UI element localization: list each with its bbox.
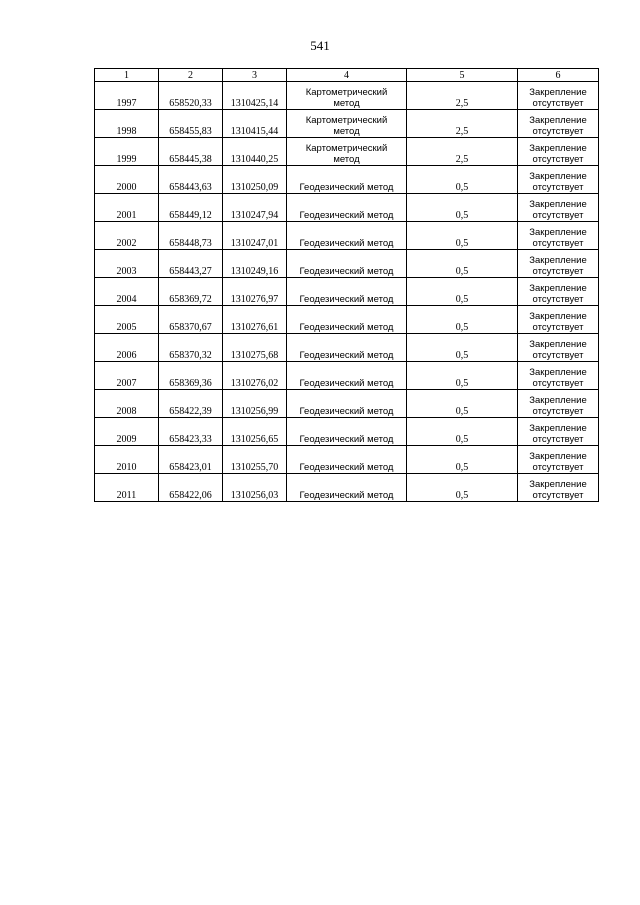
method-cell xyxy=(287,474,407,502)
fixing-description-cell xyxy=(518,474,599,502)
fixing-description-text: Закрепление отсутствует xyxy=(529,423,587,445)
column-header-4: 4 xyxy=(287,69,407,82)
fixing-description-text: Закрепление отсутствует xyxy=(529,479,587,501)
fixing-description-cell xyxy=(518,166,599,194)
method-cell xyxy=(287,278,407,306)
method-text: Геодезический метод xyxy=(299,378,394,389)
x-coordinate-text: 658370,67 xyxy=(169,322,212,333)
fixing-description-cell xyxy=(518,362,599,390)
x-coordinate-cell xyxy=(159,362,223,390)
method-text: Геодезический метод xyxy=(299,434,394,445)
x-coordinate-cell xyxy=(159,334,223,362)
fixing-description-text: Закрепление отсутствует xyxy=(529,283,587,305)
method-text: Геодезический метод xyxy=(299,406,394,417)
y-coordinate-text: 1310247,01 xyxy=(230,238,279,249)
fixing-description-cell xyxy=(518,446,599,474)
fixing-description-text: Закрепление отсутствует xyxy=(529,143,587,165)
precision-cell xyxy=(407,362,518,390)
y-coordinate-text: 1310256,99 xyxy=(230,406,279,417)
table-row xyxy=(95,446,599,474)
point-number-text: 2009 xyxy=(116,434,137,445)
x-coordinate-cell xyxy=(159,222,223,250)
method-cell xyxy=(287,138,407,166)
fixing-description-text: Закрепление отсутствует xyxy=(529,115,587,137)
column-header-3: 3 xyxy=(223,69,287,82)
method-cell xyxy=(287,306,407,334)
precision-text: 0,5 xyxy=(455,406,469,417)
point-number-cell xyxy=(95,334,159,362)
point-number-text: 2000 xyxy=(116,182,137,193)
precision-cell xyxy=(407,194,518,222)
precision-text: 2,5 xyxy=(455,154,469,165)
y-coordinate-text: 1310247,94 xyxy=(230,210,279,221)
precision-cell xyxy=(407,166,518,194)
point-number-text: 1997 xyxy=(116,98,137,109)
y-coordinate-text: 1310440,25 xyxy=(230,154,279,165)
point-number-cell xyxy=(95,250,159,278)
y-coordinate-cell xyxy=(223,418,287,446)
page-number: 541 xyxy=(310,38,330,53)
method-text: Геодезический метод xyxy=(299,322,394,333)
x-coordinate-cell xyxy=(159,110,223,138)
y-coordinate-text: 1310276,02 xyxy=(230,378,279,389)
point-number-cell xyxy=(95,362,159,390)
point-number-cell xyxy=(95,222,159,250)
precision-text: 0,5 xyxy=(455,378,469,389)
y-coordinate-cell xyxy=(223,110,287,138)
method-text: Геодезический метод xyxy=(299,266,394,277)
method-text: Геодезический метод xyxy=(299,182,394,193)
column-header-1: 1 xyxy=(95,69,159,82)
precision-text: 0,5 xyxy=(455,434,469,445)
point-number-text: 2010 xyxy=(116,462,137,473)
precision-cell xyxy=(407,82,518,110)
precision-text: 0,5 xyxy=(455,294,469,305)
y-coordinate-cell xyxy=(223,138,287,166)
fixing-description-text: Закрепление отсутствует xyxy=(529,395,587,417)
table-row xyxy=(95,138,599,166)
y-coordinate-text: 1310415,44 xyxy=(230,126,279,137)
fixing-description-text: Закрепление отсутствует xyxy=(529,255,587,277)
precision-text: 0,5 xyxy=(455,490,469,501)
precision-cell xyxy=(407,446,518,474)
fixing-description-text: Закрепление отсутствует xyxy=(529,171,587,193)
precision-cell xyxy=(407,390,518,418)
method-text: Геодезический метод xyxy=(299,294,394,305)
fixing-description-cell xyxy=(518,222,599,250)
fixing-description-cell xyxy=(518,110,599,138)
precision-cell xyxy=(407,278,518,306)
method-text: Геодезический метод xyxy=(299,490,394,501)
x-coordinate-cell xyxy=(159,390,223,418)
y-coordinate-cell xyxy=(223,278,287,306)
point-number-text: 2003 xyxy=(116,266,137,277)
point-number-text: 2007 xyxy=(116,378,137,389)
point-number-cell xyxy=(95,110,159,138)
method-cell xyxy=(287,250,407,278)
precision-text: 0,5 xyxy=(455,210,469,221)
x-coordinate-text: 658443,27 xyxy=(169,266,212,277)
method-text: Геодезический метод xyxy=(299,462,394,473)
x-coordinate-text: 658449,12 xyxy=(169,210,212,221)
precision-text: 0,5 xyxy=(455,182,469,193)
fixing-description-cell xyxy=(518,82,599,110)
x-coordinate-text: 658445,38 xyxy=(169,154,212,165)
method-text: Геодезический метод xyxy=(299,238,394,249)
fixing-description-text: Закрепление отсутствует xyxy=(529,87,587,109)
precision-cell xyxy=(407,334,518,362)
y-coordinate-text: 1310256,03 xyxy=(230,490,279,501)
table-row xyxy=(95,278,599,306)
precision-text: 0,5 xyxy=(455,322,469,333)
x-coordinate-text: 658422,06 xyxy=(169,490,212,501)
method-cell xyxy=(287,334,407,362)
fixing-description-cell xyxy=(518,390,599,418)
precision-text: 2,5 xyxy=(455,98,469,109)
point-number-cell xyxy=(95,278,159,306)
y-coordinate-text: 1310276,61 xyxy=(230,322,279,333)
y-coordinate-text: 1310256,65 xyxy=(230,434,279,445)
method-cell xyxy=(287,82,407,110)
y-coordinate-cell xyxy=(223,250,287,278)
point-number-cell xyxy=(95,82,159,110)
column-header-5: 5 xyxy=(407,69,518,82)
precision-cell xyxy=(407,474,518,502)
table-header-row xyxy=(95,69,599,82)
y-coordinate-text: 1310249,16 xyxy=(230,266,279,277)
column-header-6: 6 xyxy=(518,69,599,82)
x-coordinate-text: 658369,36 xyxy=(169,378,212,389)
point-number-text: 2006 xyxy=(116,350,137,361)
fixing-description-text: Закрепление отсутствует xyxy=(529,339,587,361)
point-number-text: 2011 xyxy=(116,490,137,501)
x-coordinate-text: 658423,01 xyxy=(169,462,212,473)
fixing-description-cell xyxy=(518,418,599,446)
fixing-description-text: Закрепление отсутствует xyxy=(529,199,587,221)
y-coordinate-cell xyxy=(223,446,287,474)
precision-text: 2,5 xyxy=(455,126,469,137)
y-coordinate-cell xyxy=(223,334,287,362)
table-row xyxy=(95,390,599,418)
x-coordinate-cell xyxy=(159,418,223,446)
method-cell xyxy=(287,446,407,474)
table-row xyxy=(95,166,599,194)
y-coordinate-cell xyxy=(223,306,287,334)
point-number-cell xyxy=(95,166,159,194)
x-coordinate-cell xyxy=(159,194,223,222)
x-coordinate-cell xyxy=(159,446,223,474)
method-text: Картометрический метод xyxy=(305,115,388,137)
y-coordinate-cell xyxy=(223,390,287,418)
x-coordinate-cell xyxy=(159,474,223,502)
y-coordinate-cell xyxy=(223,82,287,110)
precision-text: 0,5 xyxy=(455,462,469,473)
table-row xyxy=(95,362,599,390)
x-coordinate-cell xyxy=(159,250,223,278)
point-number-text: 1998 xyxy=(116,126,137,137)
precision-cell xyxy=(407,138,518,166)
table-body xyxy=(95,82,599,502)
precision-cell xyxy=(407,110,518,138)
method-cell xyxy=(287,418,407,446)
point-number-cell xyxy=(95,194,159,222)
y-coordinate-text: 1310276,97 xyxy=(230,294,279,305)
x-coordinate-text: 658455,83 xyxy=(169,126,212,137)
fixing-description-text: Закрепление отсутствует xyxy=(529,227,587,249)
x-coordinate-cell xyxy=(159,82,223,110)
precision-cell xyxy=(407,418,518,446)
fixing-description-cell xyxy=(518,250,599,278)
x-coordinate-cell xyxy=(159,166,223,194)
fixing-description-text: Закрепление отсутствует xyxy=(529,367,587,389)
x-coordinate-cell xyxy=(159,278,223,306)
point-number-text: 2002 xyxy=(116,238,137,249)
y-coordinate-cell xyxy=(223,362,287,390)
method-cell xyxy=(287,166,407,194)
method-text: Геодезический метод xyxy=(299,350,394,361)
point-number-cell xyxy=(95,390,159,418)
column-header-2: 2 xyxy=(159,69,223,82)
precision-text: 0,5 xyxy=(455,266,469,277)
table-row xyxy=(95,334,599,362)
precision-cell xyxy=(407,306,518,334)
table-row xyxy=(95,250,599,278)
point-number-cell xyxy=(95,418,159,446)
method-text: Картометрический метод xyxy=(305,87,388,109)
precision-cell xyxy=(407,222,518,250)
fixing-description-cell xyxy=(518,306,599,334)
table-row xyxy=(95,306,599,334)
method-cell xyxy=(287,110,407,138)
x-coordinate-text: 658520,33 xyxy=(169,98,212,109)
table-row xyxy=(95,82,599,110)
fixing-description-cell xyxy=(518,194,599,222)
method-text: Картометрический метод xyxy=(305,143,388,165)
x-coordinate-text: 658443,63 xyxy=(169,182,212,193)
precision-cell xyxy=(407,250,518,278)
y-coordinate-text: 1310425,14 xyxy=(230,98,279,109)
precision-text: 0,5 xyxy=(455,238,469,249)
point-number-cell xyxy=(95,306,159,334)
fixing-description-text: Закрепление отсутствует xyxy=(529,451,587,473)
x-coordinate-cell xyxy=(159,306,223,334)
point-number-text: 2001 xyxy=(116,210,137,221)
table-row xyxy=(95,194,599,222)
fixing-description-text: Закрепление отсутствует xyxy=(529,311,587,333)
point-number-cell xyxy=(95,138,159,166)
fixing-description-cell xyxy=(518,138,599,166)
point-number-text: 1999 xyxy=(116,154,137,165)
table-row xyxy=(95,222,599,250)
x-coordinate-text: 658422,39 xyxy=(169,406,212,417)
fixing-description-cell xyxy=(518,334,599,362)
y-coordinate-cell xyxy=(223,474,287,502)
point-number-text: 2008 xyxy=(116,406,137,417)
fixing-description-cell xyxy=(518,278,599,306)
y-coordinate-cell xyxy=(223,166,287,194)
method-text: Геодезический метод xyxy=(299,210,394,221)
point-number-text: 2005 xyxy=(116,322,137,333)
y-coordinate-text: 1310255,70 xyxy=(230,462,279,473)
y-coordinate-text: 1310275,68 xyxy=(230,350,279,361)
point-number-text: 2004 xyxy=(116,294,137,305)
method-cell xyxy=(287,194,407,222)
table-row xyxy=(95,110,599,138)
x-coordinate-text: 658423,33 xyxy=(169,434,212,445)
coordinates-table xyxy=(94,68,599,502)
y-coordinate-text: 1310250,09 xyxy=(230,182,279,193)
method-cell xyxy=(287,362,407,390)
table-row xyxy=(95,418,599,446)
precision-text: 0,5 xyxy=(455,350,469,361)
method-cell xyxy=(287,390,407,418)
point-number-cell xyxy=(95,446,159,474)
x-coordinate-text: 658448,73 xyxy=(169,238,212,249)
method-cell xyxy=(287,222,407,250)
y-coordinate-cell xyxy=(223,194,287,222)
point-number-cell xyxy=(95,474,159,502)
x-coordinate-cell xyxy=(159,138,223,166)
table-row xyxy=(95,474,599,502)
x-coordinate-text: 658370,32 xyxy=(169,350,212,361)
x-coordinate-text: 658369,72 xyxy=(169,294,212,305)
y-coordinate-cell xyxy=(223,222,287,250)
